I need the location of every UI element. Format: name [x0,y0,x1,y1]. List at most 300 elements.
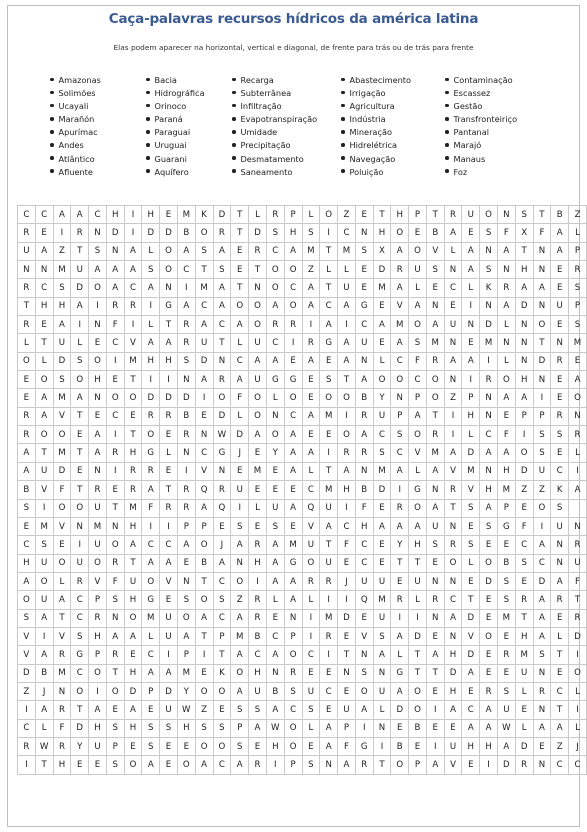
grid-cell: E [551,261,569,279]
grid-cell: A [195,609,213,627]
grid-cell: R [320,627,338,645]
grid-row [18,352,587,370]
bullet-icon [232,104,236,108]
grid-cell: O [409,701,427,719]
grid-cell: O [338,426,356,444]
grid-cell: S [569,279,587,297]
grid-cell: C [373,426,391,444]
grid-cell: D [515,462,533,480]
grid-cell: A [444,224,462,242]
grid-cell: D [533,352,551,370]
grid-cell: G [355,737,373,755]
grid-cell: I [18,756,36,774]
word-label: Paraná [154,114,183,125]
grid-cell: R [355,407,373,425]
grid-cell: O [124,609,142,627]
word-label: Bacia [154,75,177,85]
grid-cell: B [195,554,213,572]
grid-cell: H [124,517,142,535]
grid-cell: A [35,609,53,627]
grid-cell: D [480,572,498,590]
grid-cell: A [177,242,195,260]
bullet-icon [232,91,236,95]
word-list-item [50,100,101,113]
grid-cell: C [35,279,53,297]
grid-cell: Z [569,206,587,224]
grid-cell: U [497,701,515,719]
grid-cell: S [533,444,551,462]
grid-cell: I [569,701,587,719]
grid-cell: A [177,297,195,315]
grid-cell: E [462,334,480,352]
grid-cell: L [35,352,53,370]
grid-cell: A [124,627,142,645]
grid-cell: W [497,719,515,737]
grid-cell: R [18,316,36,334]
grid-cell: N [551,334,569,352]
grid-cell: C [284,407,302,425]
grid-cell: A [231,536,249,554]
grid-cell: A [106,627,124,645]
grid-cell: O [142,426,160,444]
word-list-item [341,87,411,100]
grid-cell: A [338,462,356,480]
grid-cell: N [480,462,498,480]
grid-cell: T [35,444,53,462]
grid-cell: O [249,389,267,407]
grid-cell: I [569,646,587,664]
grid-cell: E [497,664,515,682]
grid-cell: H [160,352,178,370]
bullet-icon [50,91,54,95]
bullet-icon [445,156,449,160]
grid-cell: A [177,536,195,554]
grid-cell: N [480,407,498,425]
word-label: Subterrânea [240,88,292,99]
word-label: Desmatamento [240,153,304,164]
grid-cell: T [106,664,124,682]
grid-row [18,444,587,462]
grid-cell: L [569,444,587,462]
grid-cell: E [373,334,391,352]
grid-cell: L [409,591,427,609]
word-label: Paraguai [154,127,191,138]
grid-cell: A [213,242,231,260]
grid-cell: S [355,664,373,682]
grid-cell: P [177,646,195,664]
grid-cell: T [515,242,533,260]
grid-cell: E [53,536,71,554]
grid-cell: O [409,499,427,517]
grid-row [18,554,587,572]
grid-cell: M [53,444,71,462]
grid-cell: I [391,609,409,627]
grid-cell: N [533,664,551,682]
grid-cell: O [177,609,195,627]
word-list-item [445,87,517,100]
grid-cell: R [213,481,231,499]
grid-cell: L [18,334,36,352]
grid-cell: I [409,609,427,627]
grid-cell: A [426,646,444,664]
bullet-icon [146,104,150,108]
grid-cell: N [551,536,569,554]
word-list-item [146,126,205,139]
grid-cell: L [551,627,569,645]
grid-cell: N [338,664,356,682]
grid-cell: L [569,224,587,242]
grid-cell: O [106,389,124,407]
grid-cell: E [480,646,498,664]
grid-cell: M [53,664,71,682]
grid-row [18,517,587,535]
grid-cell: H [515,261,533,279]
grid-cell: Z [231,591,249,609]
grid-cell: I [444,407,462,425]
grid-cell: L [497,352,515,370]
grid-cell: A [355,426,373,444]
grid-cell: D [497,756,515,774]
bullet-icon [232,130,236,134]
grid-cell: A [266,352,284,370]
grid-cell: U [373,407,391,425]
grid-cell: U [569,554,587,572]
grid-cell: D [391,701,409,719]
grid-cell: H [142,352,160,370]
grid-cell: I [320,591,338,609]
grid-cell: A [391,242,409,260]
grid-cell: V [124,334,142,352]
grid-cell: D [462,646,480,664]
grid-cell: E [551,444,569,462]
grid-cell: O [89,352,107,370]
grid-cell: O [124,389,142,407]
grid-cell: R [569,536,587,554]
grid-row [18,261,587,279]
grid-cell: O [409,682,427,700]
grid-cell: C [18,719,36,737]
grid-cell: R [124,481,142,499]
grid-cell: V [409,444,427,462]
grid-cell: O [195,536,213,554]
grid-cell: N [533,261,551,279]
word-list-item [232,74,317,87]
grid-cell: J [338,572,356,590]
grid-cell: N [533,756,551,774]
grid-cell: E [249,737,267,755]
grid-cell: O [533,499,551,517]
grid-cell: N [533,242,551,260]
grid-cell: A [515,279,533,297]
grid-cell: T [515,609,533,627]
grid-cell: D [569,627,587,645]
grid-cell: G [71,646,89,664]
grid-cell: C [320,682,338,700]
grid-cell: N [284,609,302,627]
grid-cell: S [231,737,249,755]
grid-cell: A [569,481,587,499]
bullet-icon [232,169,236,173]
grid-cell: A [124,536,142,554]
grid-cell: C [551,462,569,480]
word-label: Marajó [453,140,482,151]
grid-cell: C [409,371,427,389]
grid-cell: V [53,627,71,645]
grid-cell: C [515,536,533,554]
grid-cell: S [515,206,533,224]
grid-cell: S [373,627,391,645]
grid-cell: O [266,279,284,297]
word-list-item [50,113,101,126]
word-label: Atlântico [58,153,95,164]
grid-cell: O [426,389,444,407]
grid-cell: L [409,279,427,297]
word-list-item [146,74,205,87]
grid-cell: A [213,279,231,297]
grid-cell: A [195,756,213,774]
grid-cell: A [480,719,498,737]
grid-cell: C [480,426,498,444]
grid-cell: R [89,609,107,627]
grid-cell: A [338,297,356,315]
grid-row [18,224,587,242]
grid-cell: O [284,646,302,664]
grid-cell: L [160,444,178,462]
grid-cell: E [71,426,89,444]
word-list-item [341,100,411,113]
grid-cell: E [373,536,391,554]
grid-cell: E [231,261,249,279]
grid-cell: A [462,261,480,279]
grid-cell: F [338,536,356,554]
grid-cell: I [355,719,373,737]
grid-cell: I [124,316,142,334]
grid-cell: E [426,627,444,645]
grid-cell: B [177,224,195,242]
grid-cell: G [142,591,160,609]
grid-cell: A [320,316,338,334]
grid-cell: E [462,572,480,590]
grid-cell: L [320,261,338,279]
grid-cell: M [284,536,302,554]
grid-cell: E [515,572,533,590]
grid-cell: L [302,719,320,737]
grid-cell: O [106,536,124,554]
grid-cell: A [373,316,391,334]
grid-cell: A [53,316,71,334]
grid-cell: V [35,481,53,499]
grid-cell: N [444,627,462,645]
grid-cell: A [231,682,249,700]
grid-cell: S [213,261,231,279]
grid-cell: I [124,206,142,224]
grid-cell: A [266,536,284,554]
grid-cell: E [106,371,124,389]
grid-cell: R [106,297,124,315]
bullet-icon [341,169,345,173]
bullet-icon [341,117,345,121]
grid-cell: E [551,389,569,407]
grid-cell: R [391,261,409,279]
grid-cell: N [426,297,444,315]
word-list-item [50,139,101,152]
grid-cell: A [106,279,124,297]
grid-cell: T [320,242,338,260]
grid-cell: I [106,426,124,444]
grid-cell: B [497,554,515,572]
grid-cell: C [71,609,89,627]
grid-cell: I [249,572,267,590]
grid-cell: A [249,719,267,737]
grid-cell: G [355,297,373,315]
grid-cell: A [124,701,142,719]
grid-cell: E [462,224,480,242]
word-label: Ucayali [58,101,89,112]
grid-cell: M [89,517,107,535]
grid-cell: C [142,536,160,554]
grid-cell: P [195,517,213,535]
grid-cell: A [497,242,515,260]
grid-cell: U [160,609,178,627]
grid-cell: I [106,462,124,480]
grid-cell: A [444,444,462,462]
grid-cell: U [35,554,53,572]
grid-cell: M [373,279,391,297]
grid-cell: O [124,756,142,774]
grid-cell: K [480,279,498,297]
grid-cell: N [444,572,462,590]
grid-cell: O [533,316,551,334]
grid-cell: Q [302,499,320,517]
grid-cell: I [426,701,444,719]
grid-cell: A [462,664,480,682]
grid-cell: V [444,462,462,480]
grid-cell: N [355,646,373,664]
grid-cell: I [142,517,160,535]
grid-cell: D [71,279,89,297]
grid-cell: A [409,517,427,535]
grid-cell: N [195,426,213,444]
grid-cell: F [231,389,249,407]
grid-cell: H [373,224,391,242]
grid-cell: E [284,481,302,499]
grid-cell: O [284,389,302,407]
grid-cell: A [302,444,320,462]
grid-cell: R [18,737,36,755]
grid-cell: H [355,517,373,535]
grid-cell: A [480,499,498,517]
grid-cell: N [266,664,284,682]
grid-cell: E [302,737,320,755]
grid-cell: C [551,682,569,700]
grid-cell: E [391,572,409,590]
grid-cell: I [462,297,480,315]
grid-cell: E [355,261,373,279]
grid-cell: U [302,536,320,554]
grid-cell: R [426,426,444,444]
grid-cell: O [213,389,231,407]
grid-cell: E [160,591,178,609]
grid-cell: H [89,719,107,737]
grid-cell: R [426,352,444,370]
grid-cell: V [53,517,71,535]
grid-cell: M [231,627,249,645]
grid-cell: H [515,371,533,389]
grid-cell: S [497,682,515,700]
grid-cell: A [249,352,267,370]
grid-cell: A [373,517,391,535]
grid-cell: L [515,682,533,700]
grid-cell: T [71,407,89,425]
grid-cell: O [35,426,53,444]
word-label: Gestão [453,101,483,112]
grid-cell: N [480,389,498,407]
word-label: Afluente [58,166,93,177]
grid-cell: M [515,646,533,664]
word-list-item [341,166,411,179]
bullet-icon [445,169,449,173]
grid-cell: U [35,462,53,480]
grid-cell: A [124,242,142,260]
grid-cell: R [302,572,320,590]
grid-cell: D [373,481,391,499]
grid-cell: H [391,206,409,224]
grid-cell: G [160,297,178,315]
word-list-item [50,74,101,87]
grid-cell: V [444,756,462,774]
grid-cell: C [177,261,195,279]
grid-cell: R [124,297,142,315]
grid-cell: N [497,334,515,352]
grid-cell: S [89,242,107,260]
word-label: Amazonas [58,75,101,85]
grid-cell: S [533,646,551,664]
grid-cell: I [89,682,107,700]
grid-cell: E [106,701,124,719]
grid-cell: U [409,572,427,590]
grid-cell: R [266,206,284,224]
grid-cell: A [302,407,320,425]
grid-cell: T [338,646,356,664]
grid-cell: L [249,499,267,517]
grid-cell: O [338,389,356,407]
grid-cell: L [302,462,320,480]
grid-cell: N [355,352,373,370]
grid-cell: R [533,682,551,700]
grid-cell: W [213,426,231,444]
grid-cell: N [177,572,195,590]
grid-cell: E [18,517,36,535]
word-label: Saneamento [240,166,293,177]
grid-cell: M [426,334,444,352]
word-label: Hidrelétrica [349,140,398,151]
grid-cell: O [35,572,53,590]
word-list-item [341,113,411,126]
grid-cell: U [373,609,391,627]
grid-cell: E [426,719,444,737]
grid-cell: N [53,682,71,700]
grid-cell: L [71,334,89,352]
grid-cell: C [35,206,53,224]
grid-cell: M [124,352,142,370]
grid-cell: M [35,517,53,535]
grid-cell: T [160,481,178,499]
grid-cell: H [409,536,427,554]
grid-cell: U [53,334,71,352]
grid-cell: S [18,609,36,627]
grid-cell: N [391,389,409,407]
grid-cell: S [106,591,124,609]
